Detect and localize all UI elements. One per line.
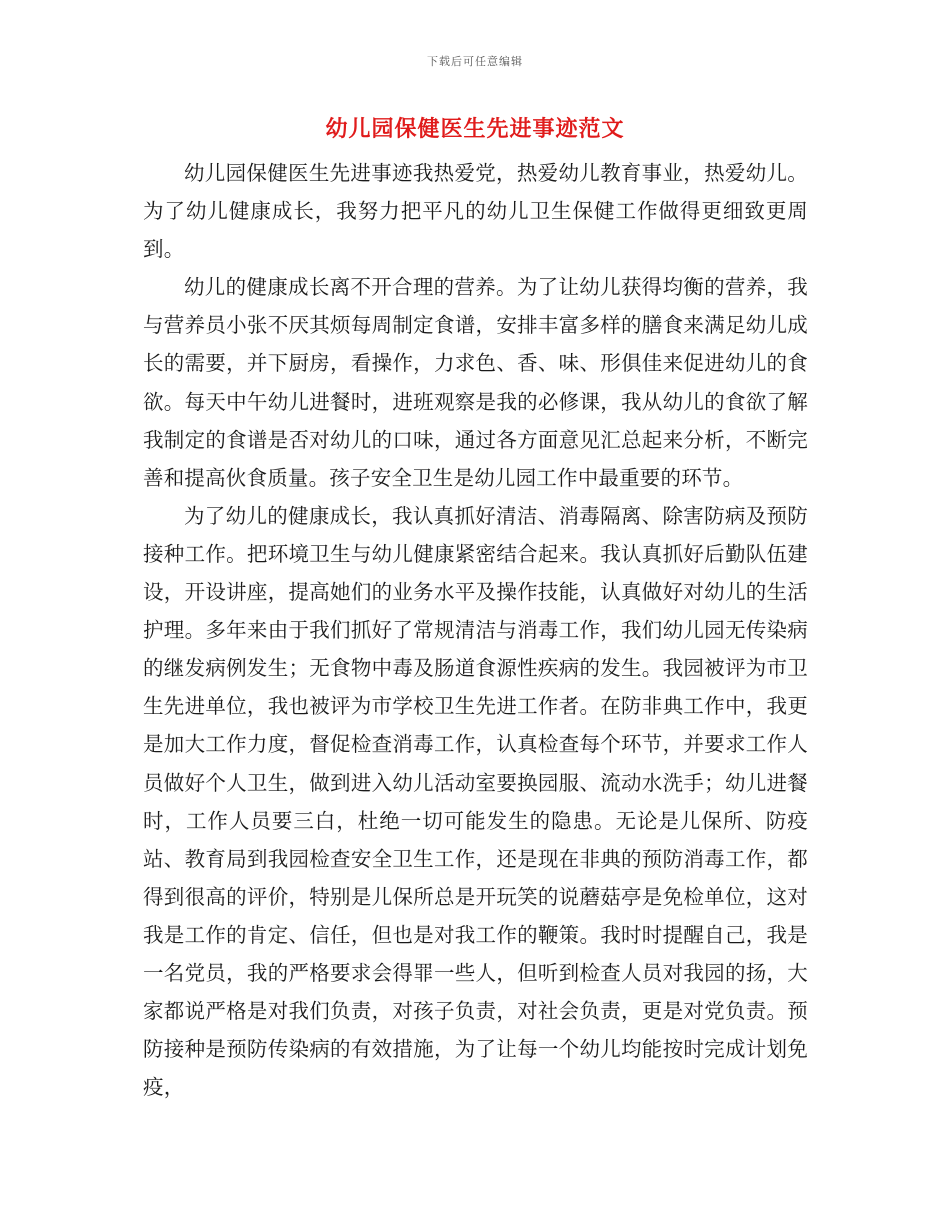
paragraph: 为了幼儿的健康成长，我认真抓好清洁、消毒隔离、除害防病及预防接种工作。把环境卫生与幼儿健康紧密结合起来。我认真抓好后勤队伍建设，开设讲座，提高她们的业务水平及操作技能，认真做好对幼儿的生活护理。多年来由于我们抓好了常规清洁与消毒工作，我们幼儿园无传染病的继发病例发生；无食物中毒及肠道食源性疾病的发生。我园被评为市卫生先进单位，我也被评为市学校卫生先进工作者。在防非典工作中，我更是加大工作力度，督促检查消毒工作，认真检查每个环节，并要求工作人员做好个人卫生，做到进入幼儿活动室要换园服、流动水洗手；幼儿进餐时，工作人员要三白，杜绝一切可能发生的隐患。无论是儿保所、防疫站、教育局到我园检查安全卫生工作，还是现在非典的预防消毒工作，都得到很高的评价，特别是儿保所总是开玩笑的说蘑菇亭是免检单位，这对我是工作的肯定、信任，但也是对我工作的鞭策。我时时提醒自己，我是一名党员，我的严格要求会得罪一些人，但听到检查人员对我园的扬，大家都说严格是对我们负责，对孩子负责，对社会负责，更是对党负责。预防接种是预防传染病的有效措施，为了让每一个幼儿均能按时完成计划免疫， [143,503,808,1100]
document-title: 幼儿园保健医生先进事迹范文 [325,116,625,142]
page-header-note: 下载后可任意编辑 [427,55,523,68]
document-body [143,154,808,1106]
paragraph: 幼儿园保健医生先进事迹我热爱党，热爱幼儿教育事业，热爱幼儿。为了幼儿健康成长，我努力把平凡的幼儿卫生保健工作做得更细致更周到。 [143,161,808,262]
paragraph: 幼儿的健康成长离不开合理的营养。为了让幼儿获得均衡的营养，我与营养员小张不厌其烦每周制定食谱，安排丰富多样的膳食来满足幼儿成长的需要，并下厨房，看操作，力求色、香、味、形俱佳来促进幼儿的食欲。每天中午幼儿进餐时，进班观察是我的必修课，我从幼儿的食欲了解我制定的食谱是否对幼儿的口味，通过各方面意见汇总起来分析，不断完善和提高伙食质量。孩子安全卫生是幼儿园工作中最重要的环节。 [143,275,808,490]
